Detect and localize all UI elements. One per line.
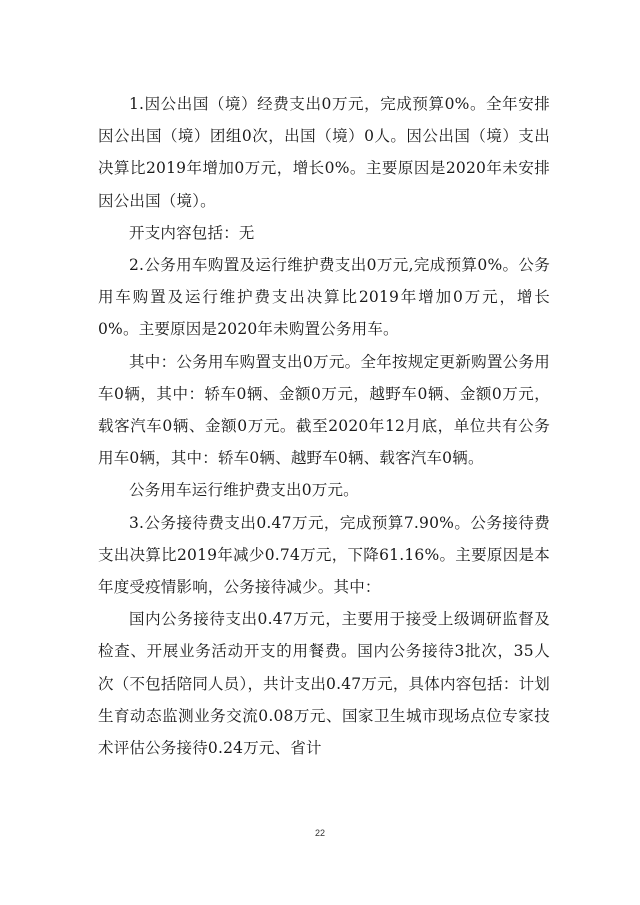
paragraph-vehicle-costs: 2.公务用车购置及运行维护费支出0万元,完成预算0%。公务用车购置及运行维护费支出决算比2019年增加0万元，增长0%。主要原因是2020年未购置公务用车。 — [98, 256, 550, 339]
paragraph-overseas-travel: 1.因公出国（境）经费支出0万元，完成预算0%。全年安排因公出国（境）团组0次，出国（境）0人。因公出国（境）支出决算比2019年增加0万元，增长0%。主要原因是2020年未安排因公出国（境）。 — [98, 95, 550, 210]
paragraph-vehicle-purchase: 其中：公务用车购置支出0万元。全年按规定更新购置公务用车0辆，其中：轿车0辆、金额0万元，越野车0辆、金额0万元，载客汽车0辆、金额0万元。截至2020年12月底，单位共有公务用车0辆，其中：轿车0辆、越野车0辆、载客汽车0辆。 — [98, 352, 550, 468]
paragraph-domestic-reception: 国内公务接待支出0.47万元，主要用于接受上级调研监督及检查、开展业务活动开支的用餐费。国内公务接待3批次，35人次（不包括陪同人员），共计支出0.47万元，具体内容包括：计划生育动态监测业务交流0.08万元、国家卫生城市现场点位专家技术评估公务接待0.24万元、省计 — [98, 610, 550, 758]
paragraph-overseas-expense-content: 开支内容包括：无 — [129, 223, 255, 242]
paragraph-reception-costs: 3.公务接待费支出0.47万元，完成预算7.90%。公务接待费支出决算比2019年减少0.74万元，下降61.16%。主要原因是本年度受疫情影响，公务接待减少。其中： — [98, 513, 550, 597]
paragraph-vehicle-maintenance: 公务用车运行维护费支出0万元。 — [129, 481, 359, 500]
body-text — [98, 88, 550, 764]
page-number: 22 — [314, 828, 325, 838]
